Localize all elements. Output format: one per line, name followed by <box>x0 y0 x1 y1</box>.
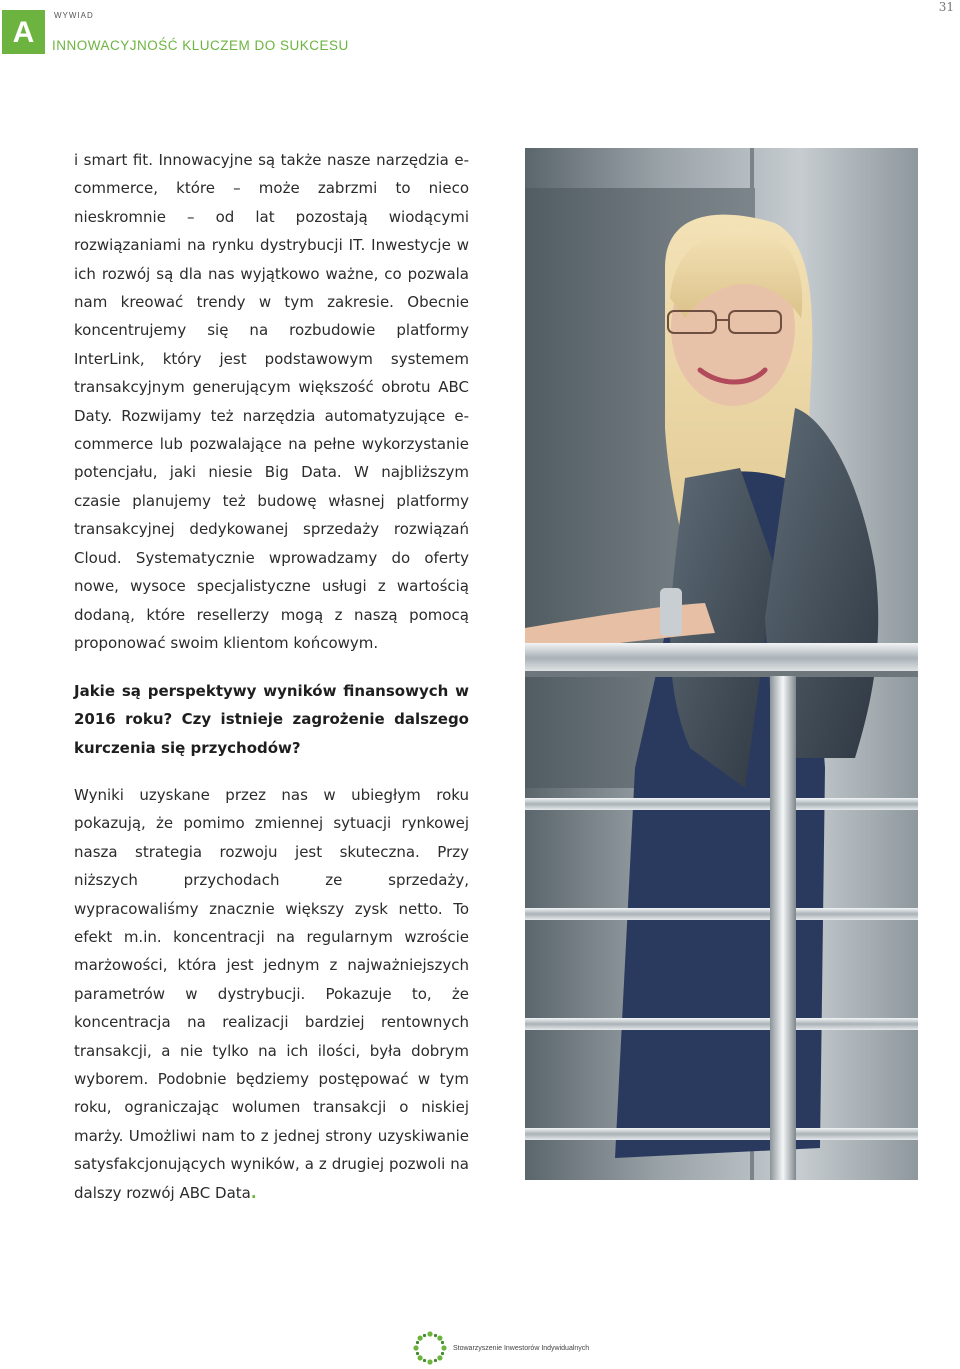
article-paragraph-2 <box>74 781 469 1207</box>
portrait-photo <box>525 148 918 1180</box>
logo-ring-icon <box>413 1331 447 1365</box>
section-label: WYWIAD <box>54 11 94 20</box>
footer-logo <box>413 1331 589 1365</box>
portrait-illustration <box>525 148 918 1180</box>
question-text: Jakie są perspektywy wyników finansowych w 2016 roku? Czy istnieje zagrożenie dalszego kurczenia się przychodów? <box>74 682 469 757</box>
paragraph-2-body: Wyniki uzyskane przez nas w ubiegłym roku pokazują, że pomimo zmiennej sytuacji rynkowej nasza strategia rozwoju jest skuteczna. Przy niższych przychodach ze sprzedaży, wypracowaliśmy znacznie większy zysk netto. To efekt m.in. koncentracji na regularnym wzroście marżowości, która jest jednym z najważniejszych parametrów w dystrybucji. Pokazuje to, że koncentracja na realizacji bardziej rentownych transakcji, a nie tylko na ich ilości, była dobrym wyborem. Podobnie będziemy postępować w tym roku, ograniczając wolumen transakcji o niskiej marży. Umożliwi nam to z jednej strony uzyskiwanie satysfakcjonujących wyników, a z drugiej pozwoli na dalszy rozwój ABC Data <box>74 786 469 1202</box>
end-mark: . <box>250 1183 257 1202</box>
organization-name: Stowarzyszenie Inwestorów Indywidualnych <box>453 1344 590 1352</box>
page-number: 31 <box>938 0 954 14</box>
paragraph-text: i smart fit. Innowacyjne są także nasze narzędzia e-commerce, które – może zabrzmi to nieco nieskromnie – od lat pozostają wiodącymi rozwiązaniami na rynku dystrybucji IT. Inwestycje w ich rozwój są dla nas wyjątkowo ważne, co pozwala nam kreować trendy w tym zakresie. Obecnie koncentrujemy się na rozbudowie platformy InterLink, który jest podstawowym systemem transakcyjnym generującym większość obrotu ABC Daty. Rozwijamy też narzędzia automatyzujące e-commerce lub pozwalające na pełne wykorzystanie potencjału, jaki niesie Big Data. W najbliższym czasie planujemy też budowę własnej platformy transakcyjnej dedykowanej sprzedaży rozwiązań Cloud. Systematycznie wprowadzamy do oferty nowe, wysoce specjalistyczne usługi z wartością dodaną, które resellerzy mogą z naszą pomocą proponować swoim klientom końcowym. <box>74 151 469 652</box>
article-paragraph-1 <box>74 146 469 657</box>
section-badge: A <box>2 10 45 54</box>
interview-question <box>74 677 469 762</box>
paragraph-text-2 <box>74 781 469 1207</box>
article-title: INNOWACYJNOŚĆ KLUCZEM DO SUKCESU <box>52 38 349 53</box>
